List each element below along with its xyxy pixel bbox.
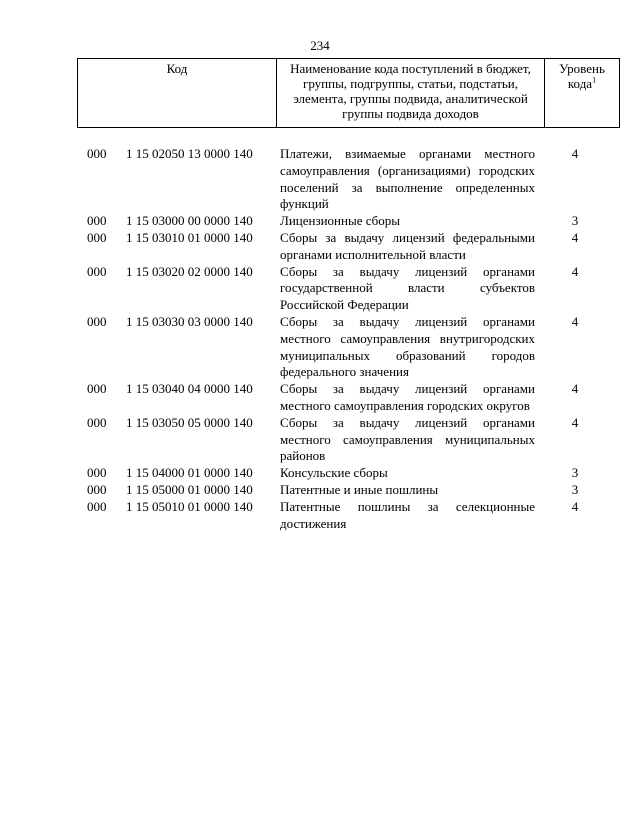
table-row — [0, 499, 640, 533]
row-code: 1 15 03050 05 0000 140 — [126, 414, 253, 430]
row-group-code: 000 — [87, 263, 107, 279]
header-level-footnote: 1 — [592, 75, 597, 85]
table-row — [0, 264, 640, 314]
row-code: 1 15 03030 03 0000 140 — [126, 313, 253, 329]
row-code: 1 15 03010 01 0000 140 — [126, 229, 253, 245]
row-code: 1 15 02050 13 0000 140 — [126, 146, 253, 161]
row-code: 1 15 05010 01 0000 140 — [126, 498, 253, 514]
row-group-code: 000 — [87, 146, 107, 161]
row-level: 3 — [571, 213, 579, 229]
row-group-code: 000 — [87, 498, 107, 514]
row-level: 4 — [571, 229, 579, 245]
table-row — [0, 213, 640, 230]
row-name: Патентные и иные пошлины — [280, 481, 439, 497]
row-name: Сборы за выдачу лицензий органами местного самоуправления городских округов — [280, 381, 535, 413]
row-code: 1 15 04000 01 0000 140 — [126, 465, 253, 481]
row-group-code: 000 — [87, 481, 107, 497]
row-code: 1 15 03040 04 0000 140 — [126, 381, 253, 397]
header-level-label: Уровень кода — [559, 61, 605, 91]
table-row — [0, 146, 640, 213]
table-body — [0, 146, 640, 532]
row-level: 4 — [571, 146, 579, 161]
row-code: 1 15 05000 01 0000 140 — [126, 481, 253, 497]
table-row — [0, 314, 640, 381]
row-level: 3 — [571, 465, 579, 481]
row-level: 3 — [571, 481, 579, 497]
row-level: 4 — [571, 381, 579, 397]
table-row — [0, 415, 640, 465]
row-code: 1 15 03000 00 0000 140 — [126, 213, 253, 229]
table-row — [0, 465, 640, 482]
table-row — [0, 381, 640, 415]
row-group-code: 000 — [87, 414, 107, 430]
row-level: 4 — [571, 498, 579, 514]
row-name: Платежи, взимаемые органами местного самоуправления (организациями) городских поселений за выполнение определенных функций — [280, 146, 535, 212]
row-group-code: 000 — [87, 213, 107, 229]
table-row — [0, 230, 640, 264]
row-name: Консульские сборы — [280, 465, 388, 481]
header-code: Код — [78, 59, 277, 128]
row-name: Сборы за выдачу лицензий органами местного самоуправления внутригородских муниципальных образований городов федерального значения — [280, 313, 535, 380]
row-group-code: 000 — [87, 381, 107, 397]
row-name: Сборы за выдачу лицензий органами местного самоуправления муниципальных районов — [280, 414, 535, 464]
row-name: Сборы за выдачу лицензий органами государственной власти субъектов Российской Федерации — [280, 263, 535, 313]
table-row — [0, 482, 640, 499]
header-name: Наименование кода поступлений в бюджет, группы, подгруппы, статьи, подстатьи, элемента, группы подвида, аналитической группы подвида доходов — [277, 59, 545, 128]
row-name: Сборы за выдачу лицензий федеральными органами исполнительной власти — [280, 229, 535, 262]
row-group-code: 000 — [87, 465, 107, 481]
row-name: Лицензионные сборы — [280, 213, 400, 229]
page-number: 234 — [310, 38, 330, 53]
row-level: 4 — [571, 313, 579, 329]
table-header — [77, 58, 620, 128]
header-level — [545, 59, 620, 128]
row-name: Патентные пошлины за селекционные достижения — [280, 498, 535, 531]
row-group-code: 000 — [87, 313, 107, 329]
row-level: 4 — [571, 414, 579, 430]
row-code: 1 15 03020 02 0000 140 — [126, 263, 253, 279]
row-group-code: 000 — [87, 229, 107, 245]
row-level: 4 — [571, 263, 579, 279]
